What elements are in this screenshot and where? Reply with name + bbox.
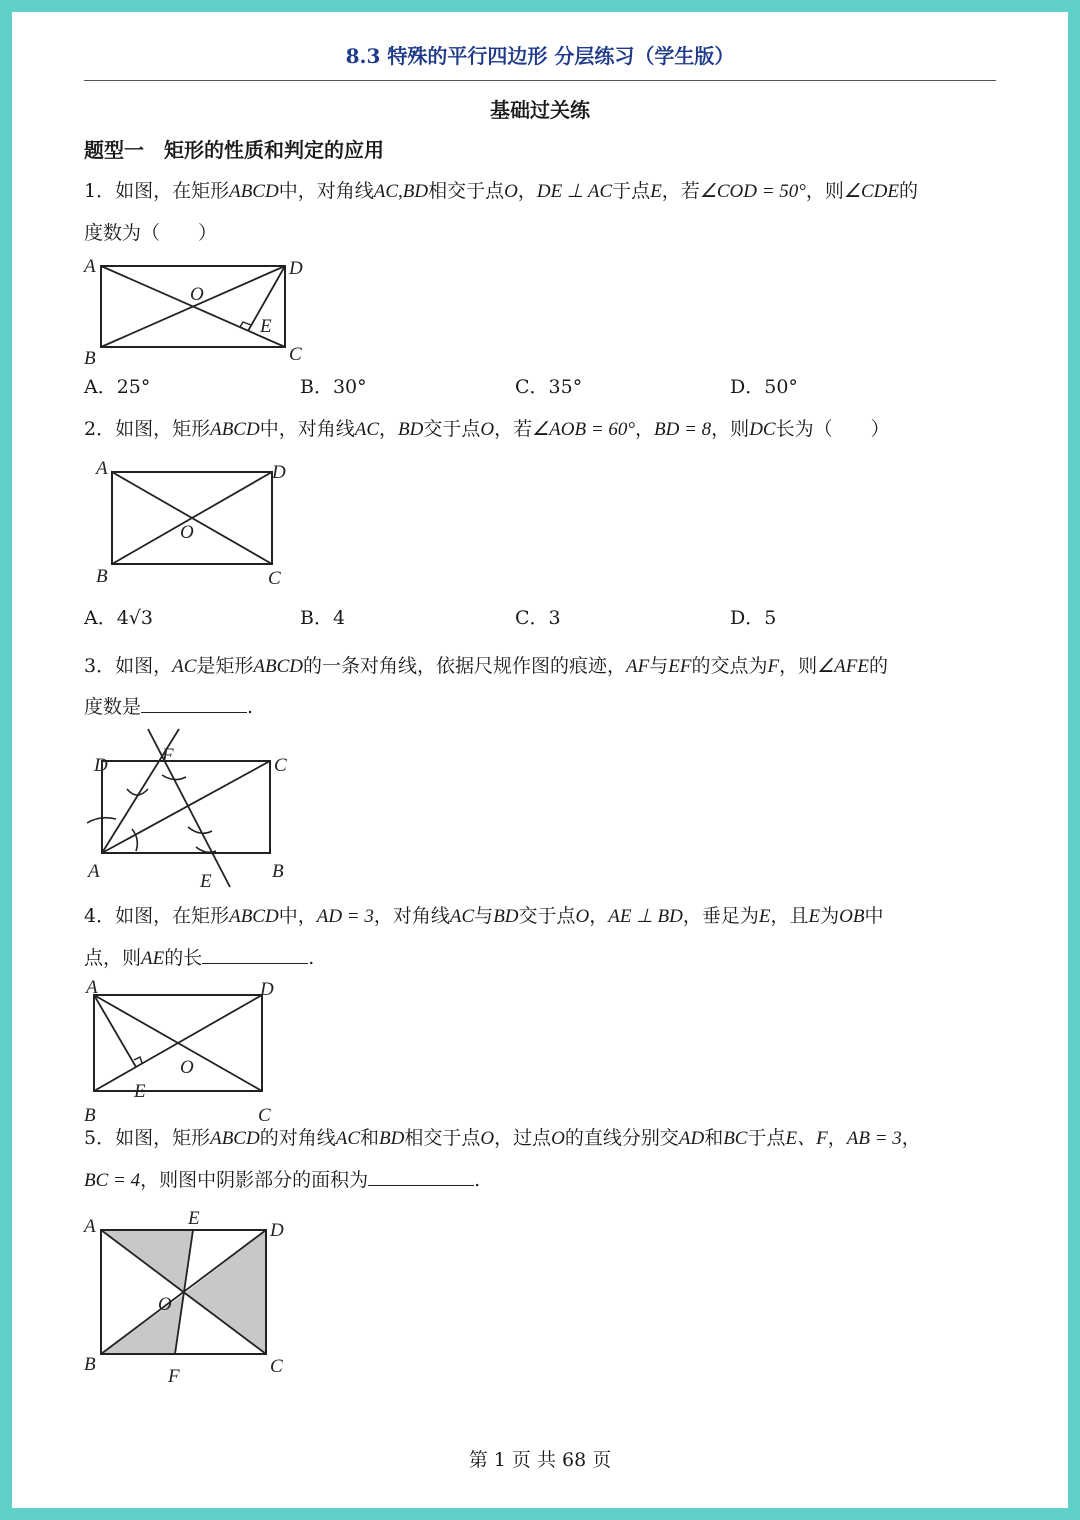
q1-math: O — [504, 181, 518, 202]
q3-answer-blank[interactable] — [141, 694, 247, 713]
q2-text: ，若 — [494, 418, 533, 440]
q4-text: 为 — [820, 905, 840, 927]
q3-math: ABCD — [253, 656, 303, 677]
q3-label-d: D — [94, 755, 108, 776]
q1-text: ，则 — [805, 180, 844, 202]
q5-figure — [84, 1208, 314, 1387]
q5-stem-line1 — [84, 1123, 921, 1150]
q2-text: 中，对角线 — [259, 418, 355, 440]
q5-label-e: E — [188, 1208, 200, 1229]
q5-text: 和 — [704, 1127, 724, 1149]
q2-option-b[interactable]: B．4 — [300, 607, 346, 629]
q4-label-d: D — [260, 979, 274, 1000]
q4-label-a: A — [86, 977, 98, 998]
q4-math: E — [758, 906, 771, 927]
q5-label-b: B — [84, 1354, 96, 1375]
q1-math: DE ⊥ AC — [536, 181, 613, 202]
q5-label-a: A — [84, 1216, 96, 1237]
q1-math: AC,BD — [373, 181, 429, 202]
q3-stem-line1 — [84, 651, 888, 678]
q2-label-o: O — [180, 522, 194, 543]
q4-text: 的长 — [164, 947, 203, 969]
q3-text: ，则 — [779, 655, 818, 677]
q3-diagonal-ac — [102, 761, 270, 853]
q1-option-d[interactable]: D．50° — [730, 376, 798, 398]
q3-math: ∠AFE — [817, 656, 869, 677]
q1-label-c: C — [289, 344, 302, 365]
q4-text: ， — [589, 905, 609, 927]
q5-math: AD — [678, 1128, 705, 1149]
q3-label-e: E — [200, 871, 212, 892]
q1-label-e: E — [260, 316, 272, 337]
q1-right-angle-mark — [240, 322, 251, 327]
q1-math: ∠CDE — [843, 181, 899, 202]
q3-figure — [82, 727, 322, 907]
q2-text: 长为（ ） — [775, 418, 890, 440]
q4-math: AC — [449, 906, 475, 927]
q4-text: ，垂足为 — [682, 905, 759, 927]
q4-right-angle-mark — [134, 1057, 142, 1063]
q1-text: ， — [517, 180, 537, 202]
q5-text: . — [474, 1169, 481, 1191]
q4-text: ，对角线 — [373, 905, 450, 927]
q1-option-c[interactable]: C．35° — [515, 376, 583, 398]
q4-text: . — [308, 947, 315, 969]
q3-text: 的一条对角线，依据尺规作图的痕迹， — [303, 655, 627, 677]
q1-stem-line1 — [84, 176, 918, 203]
q2-stem — [84, 414, 890, 441]
q4-label-b: B — [84, 1105, 96, 1126]
q1-math: E — [650, 181, 662, 202]
q4-figure — [84, 977, 304, 1126]
q5-text: ，则图中阴影部分的面积为 — [140, 1169, 369, 1191]
q1-text: 于点 — [612, 180, 651, 202]
q3-math: AF — [626, 656, 650, 677]
q1-text: ，若 — [661, 180, 700, 202]
q4-stem-line1 — [84, 901, 883, 928]
q5-text: 5．如图，矩形 — [84, 1127, 211, 1149]
q3-label-c: C — [274, 755, 287, 776]
q5-text: 的对角线 — [259, 1127, 336, 1149]
q5-answer-blank[interactable] — [368, 1167, 474, 1186]
q5-math: BD — [379, 1128, 405, 1149]
q4-answer-blank[interactable] — [202, 945, 308, 964]
worksheet-page — [12, 12, 1068, 1508]
q5-text: 于点 — [747, 1127, 786, 1149]
page-title: 8.3 特殊的平行四边形 分层练习（学生版） — [345, 44, 735, 68]
q2-math: BD — [398, 419, 424, 440]
q1-label-b: B — [84, 348, 96, 369]
q3-text: 度数是 — [84, 696, 142, 718]
q3-line-ef — [148, 729, 230, 887]
q4-math: AE — [141, 948, 165, 969]
q2-label-d: D — [272, 462, 286, 483]
q5-label-d: D — [270, 1220, 284, 1241]
q3-math: F — [767, 656, 780, 677]
q5-math: O — [551, 1128, 565, 1149]
q3-arc-mark — [132, 829, 137, 851]
q1-text: 1．如图，在矩形 — [84, 180, 230, 202]
q4-text: 4．如图，在矩形 — [84, 905, 230, 927]
q4-text: ，且 — [770, 905, 809, 927]
q5-math: AB = 3 — [846, 1128, 902, 1149]
q1-math: ∠COD = 50° — [699, 181, 806, 202]
q4-math: AD = 3 — [316, 906, 374, 927]
q2-option-d[interactable]: D．5 — [730, 607, 777, 629]
q4-math: ABCD — [229, 906, 279, 927]
q1-label-a: A — [84, 256, 96, 277]
q2-label-a: A — [96, 458, 108, 479]
q3-stem-line2 — [84, 692, 253, 719]
q5-text: 的直线分别交 — [564, 1127, 679, 1149]
q3-text: 3．如图， — [84, 655, 173, 677]
q3-label-a: A — [88, 861, 100, 882]
q4-math: OB — [839, 906, 865, 927]
q4-math: O — [575, 906, 590, 927]
q3-math: EF — [668, 656, 692, 677]
q2-figure — [92, 460, 302, 590]
q5-stem-line2 — [84, 1165, 480, 1192]
q5-math: BC — [723, 1128, 748, 1149]
q2-text: ， — [379, 418, 399, 440]
q5-text: ， — [827, 1127, 847, 1149]
q3-label-b: B — [272, 861, 284, 882]
q2-text: 2．如图，矩形 — [84, 418, 211, 440]
q3-text: . — [247, 696, 254, 718]
q1-text: 相交于点 — [428, 180, 505, 202]
q2-text: ，则 — [711, 418, 750, 440]
q2-label-b: B — [96, 566, 108, 587]
q5-math: ABCD — [210, 1128, 260, 1149]
q4-label-e: E — [134, 1081, 146, 1102]
q2-math: BD = 8 — [654, 419, 712, 440]
q4-text: 与 — [474, 905, 494, 927]
q3-text: 的 — [868, 655, 888, 677]
q5-label-o: O — [158, 1294, 172, 1315]
page-footer: 第 1 页 共 68 页 — [468, 1449, 612, 1471]
q2-math: ∠AOB = 60° — [532, 419, 635, 440]
q2-option-a[interactable]: A．4√3 — [84, 607, 154, 629]
q5-math: E、F — [785, 1128, 828, 1149]
q4-math: BD — [493, 906, 519, 927]
q4-text: 点，则 — [84, 947, 142, 969]
q3-text: 是矩形 — [196, 655, 254, 677]
q2-math: AC — [354, 419, 379, 440]
q1-figure — [84, 252, 314, 367]
q4-math: E — [808, 906, 821, 927]
q3-arc-mark — [127, 789, 148, 795]
q1-label-o: O — [190, 284, 204, 305]
q3-text: 与 — [649, 655, 669, 677]
q4-text: 中， — [278, 905, 317, 927]
question-type-title: 题型一 矩形的性质和判定的应用 — [84, 138, 384, 162]
q3-text: 的交点为 — [691, 655, 768, 677]
q4-stem-line2 — [84, 943, 314, 970]
q1-stem-line2: 度数为（ ） — [84, 222, 218, 244]
q4-segment-ae — [94, 995, 136, 1067]
q5-math: O — [480, 1128, 495, 1149]
q5-math: BC = 4 — [84, 1170, 141, 1191]
q2-text: 交于点 — [423, 418, 481, 440]
q5-label-c: C — [270, 1356, 283, 1377]
q4-text: 中 — [864, 905, 884, 927]
q4-math: AE ⊥ BD — [608, 906, 683, 927]
q5-shaded-triangle-right — [184, 1230, 266, 1354]
q1-label-d: D — [289, 258, 303, 279]
q4-text: 交于点 — [518, 905, 576, 927]
q5-text: ，过点 — [494, 1127, 552, 1149]
q5-text: ， — [901, 1127, 921, 1149]
q5-math: AC — [335, 1128, 360, 1149]
q5-text: 和 — [360, 1127, 380, 1149]
q1-option-b[interactable]: B．30° — [300, 376, 367, 398]
q1-text: 的 — [898, 180, 918, 202]
q2-text: ， — [635, 418, 655, 440]
q5-text: 相交于点 — [404, 1127, 481, 1149]
q2-math: ABCD — [210, 419, 260, 440]
q1-text: 中，对角线 — [278, 180, 374, 202]
q4-label-c: C — [258, 1105, 271, 1126]
q1-math: ABCD — [229, 181, 279, 202]
q2-math: O — [480, 419, 495, 440]
q2-math: DC — [749, 419, 776, 440]
q5-label-f: F — [168, 1366, 180, 1387]
q3-math: AC — [172, 656, 197, 677]
q4-label-o: O — [180, 1057, 194, 1078]
q3-label-f: F — [162, 745, 174, 766]
q1-option-a[interactable]: A．25° — [84, 376, 151, 398]
q2-option-c[interactable]: C．3 — [515, 607, 561, 629]
section-title: 基础过关练 — [490, 98, 590, 122]
header-divider — [84, 80, 996, 81]
q2-label-c: C — [268, 568, 281, 589]
q3-arc-mark — [196, 847, 216, 852]
